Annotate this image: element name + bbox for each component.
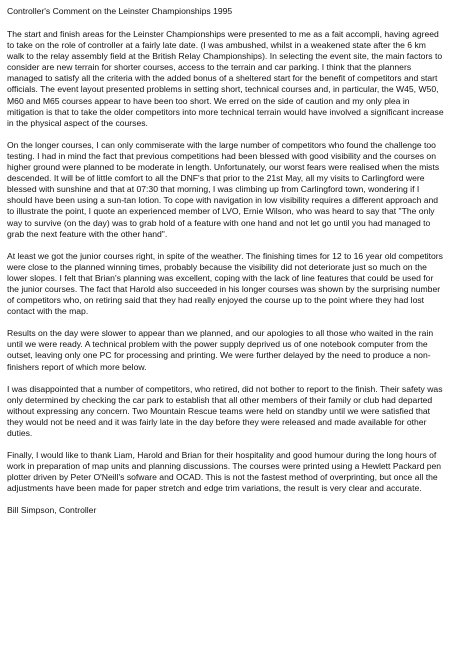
paragraph-thanks: Finally, I would like to thank Liam, Harold and Brian for their hospitality and good humour during the long hours of work in preparation of map units and planning discussions. The courses were printed using a Hewlett Packard pen plotter driven by Peter O'Neill's sofware and OCAD. This is not the fastest method of overprinting, but once all the adjustments have been made for paper stretch and edge trim variations, the result is very clear and accurate.: [7, 450, 442, 494]
document-title: Controller's Comment on the Leinster Championships 1995: [7, 6, 233, 16]
paragraph-retirements: I was disappointed that a number of competitors, who retired, did not bother to report to the finish. Their safety was only determined by checking the car park to establish that all other members of their family or club had departed without expressing any concern. Two Mountain Rescue teams were held on standby until we were satisfied that they would not be need and it was fairly late in the day before they were released and made available for other duties.: [7, 383, 443, 438]
paragraph-results: Results on the day were slower to appear than we planned, and our apologies to all those who waited in the rain until we were ready. A technical problem with the power supply deprived us of one notebook computer from the outset, leaving only one PC for processing and printing. We were further delayed by the need to produce a non-finishers report of which more below.: [7, 328, 434, 372]
paragraph-longer-courses: On the longer courses, I can only commiserate with the large number of competitors who found the challenge too testing. I had in mind the fact that previous competitions had been blessed with good visibility and the courses on higher ground were planned to be moderate in length. Unfortunately, our worst fears were realised when the mists descended. It will be of little comfort to all the DNF's that prior to the 21st May, all my visits to Carlingford were blessed with sunshine and that at 07:30 that morning, I was climbing up from Carlingford town, wondering if I should have been using a sun-tan lotion. To cope with navigation in low visibility requires a different approach and to illustrate the point, I quote an experienced member of LVO, Ernie Wilson, who was heard to say that "The only way to survive (on the day) was to grab hold of a feature with one hand and not let go until you had managed to grab the next feature with the other hand".: [7, 139, 440, 239]
signoff: Bill Simpson, Controller: [7, 505, 97, 516]
paragraph-junior-courses: At least we got the junior courses right, in spite of the weather. The finishing times for 12 to 16 year old competitors were close to the planned winning times, probably because the visibility did not deteriorate just so much on the lower slopes. I felt that Brian's planning was excellent, coping with the lack of line features that could be used for the junior courses. The fact that Harold also succeeded in his longer courses was shown by the surprising number of competitors who, on retiring said that they had really enjoyed the course up to the point where they had lost contact with the map.: [7, 250, 443, 317]
paragraph-site-selection: The start and finish areas for the Leinster Championships were presented to me as a fait accompli, having agreed to take on the role of controller at a fairly late date. (I was ambushed, whilst in a weakened state after the 6 km walk to the relay assembly field at the British Relay Championships). In selecting the event site, the main factors to consider are new terrain for shorter courses, access to the terrain and car parking. I think that the planners managed to satisfy all the criteria with the added bonus of a sheltered start for the benefit of competitors and start officials. The event layout presented problems in setting short, technical courses and, in particular, the W45, W50, M60 and M65 courses appear to have been too short. We erred on the side of caution and my only plea in mitigation is that to take the older competitors into more technical terrain would have involved a significant increase in the physical aspect of the courses.: [7, 29, 444, 128]
